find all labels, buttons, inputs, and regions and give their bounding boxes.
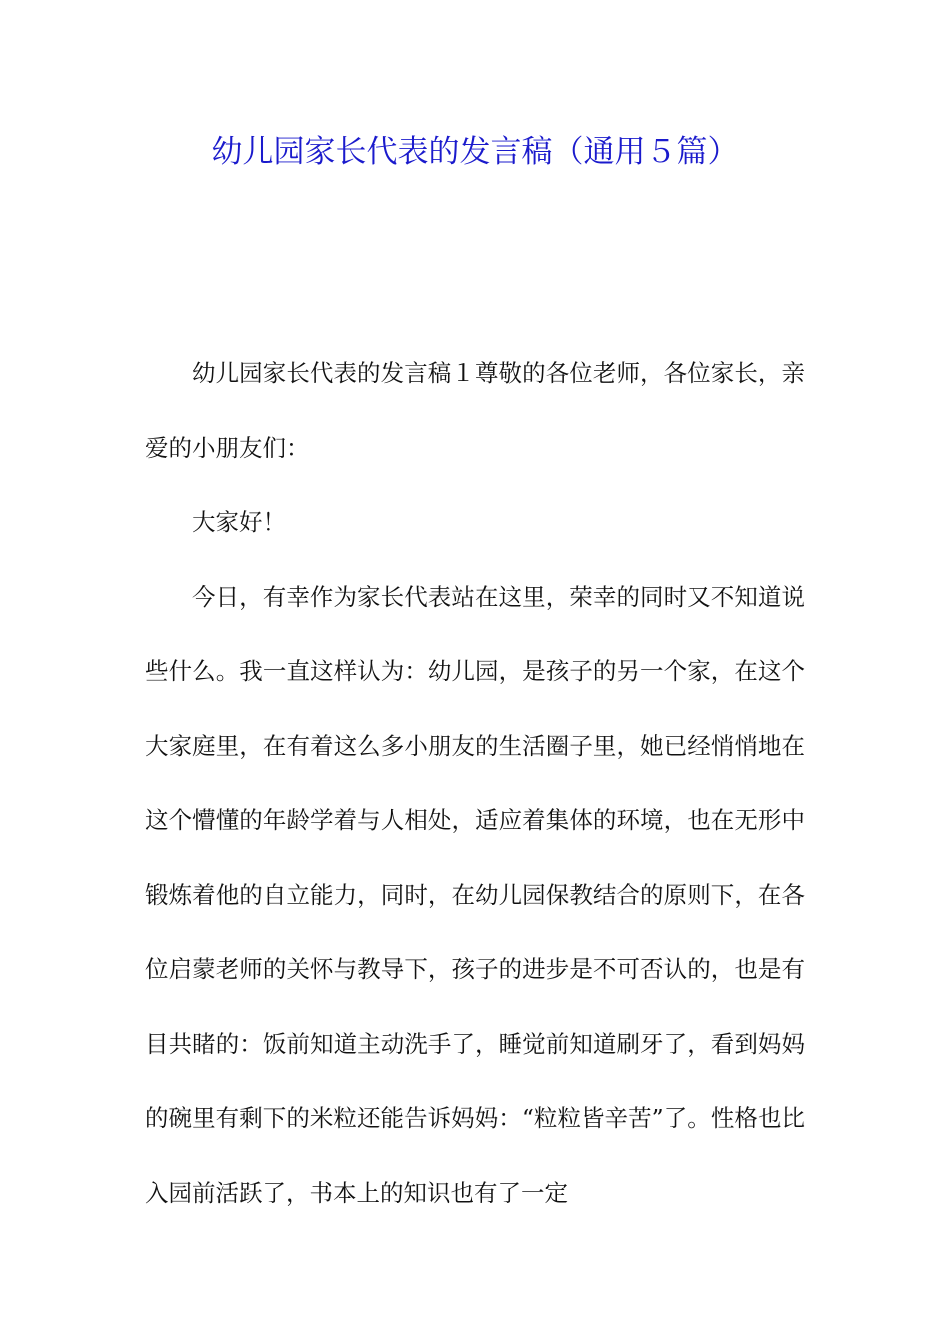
page-title: 幼儿园家长代表的发言稿（通用５篇） (211, 134, 739, 170)
paragraph-main: 今日，有幸作为家长代表站在这里，荣幸的同时又不知道说些什么。我一直这样认为：幼儿园，是孩子的另一个家，在这个大家庭里，在有着这么多小朋友的生活圈子里，她已经悄悄地在这个懵懂的年龄学着与人相处，适应着集体的环境，也在无形中锻炼着他的自立能力，同时，在幼儿园保教结合的原则下，在各位启蒙老师的关怀与教导下，孩子的进步是不可否认的，也是有目共睹的：饭前知道主动洗手了，睡觉前知道刷牙了，看到妈妈的碗里有剩下的米粒还能告诉妈妈：“粒粒皆辛苦”了。性格也比入园前活跃了，书本上的知识也有了一定 (145, 582, 805, 1207)
paragraph-hello: 大家好！ (192, 508, 286, 536)
paragraph-greeting: 幼儿园家长代表的发言稿１尊敬的各位老师，各位家长，亲爱的小朋友们： (145, 359, 805, 462)
document-body (145, 336, 805, 1230)
